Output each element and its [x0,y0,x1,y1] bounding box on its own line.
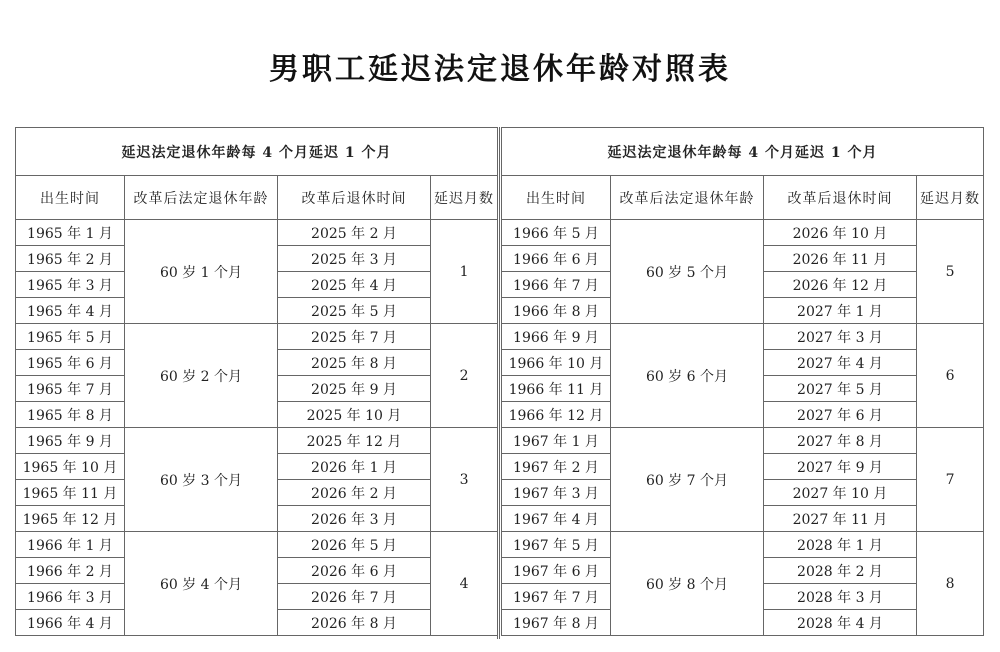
retirement-date-cell: 2026 年 8 月 [278,610,431,636]
birth-date-cell: 1967 年 5 月 [502,532,611,558]
birth-date-cell: 1966 年 6 月 [502,246,611,272]
retirement-date-cell: 2026 年 1 月 [278,454,431,480]
table-row [502,324,984,350]
table-row [502,220,984,246]
table-caption-row [16,128,498,176]
left-table-container [15,127,498,636]
retirement-date-cell: 2027 年 9 月 [764,454,917,480]
retirement-date-cell: 2025 年 8 月 [278,350,431,376]
retirement-date-cell: 2026 年 7 月 [278,584,431,610]
birth-date-cell: 1965 年 4 月 [16,298,125,324]
retirement-date-cell: 2028 年 3 月 [764,584,917,610]
delay-months-cell: 4 [431,532,498,636]
column-header: 改革后法定退休年龄 [611,176,764,220]
retirement-age-cell: 60 岁 3 个月 [125,428,278,532]
table-row [16,220,498,246]
table-row [502,532,984,558]
retirement-date-cell: 2026 年 2 月 [278,480,431,506]
retirement-date-cell: 2027 年 1 月 [764,298,917,324]
birth-date-cell: 1967 年 4 月 [502,506,611,532]
birth-date-cell: 1965 年 5 月 [16,324,125,350]
birth-date-cell: 1966 年 7 月 [502,272,611,298]
birth-date-cell: 1965 年 3 月 [16,272,125,298]
delay-months-cell: 2 [431,324,498,428]
birth-date-cell: 1965 年 8 月 [16,402,125,428]
retirement-date-cell: 2025 年 2 月 [278,220,431,246]
retirement-date-cell: 2028 年 4 月 [764,610,917,636]
table-caption-row [502,128,984,176]
retirement-date-cell: 2027 年 5 月 [764,376,917,402]
retirement-age-cell: 60 岁 6 个月 [611,324,764,428]
delay-months-cell: 7 [917,428,984,532]
table-caption: 延迟法定退休年龄每 4 个月延迟 1 个月 [16,128,498,176]
column-header: 改革后退休时间 [278,176,431,220]
birth-date-cell: 1967 年 2 月 [502,454,611,480]
birth-date-cell: 1965 年 9 月 [16,428,125,454]
birth-date-cell: 1966 年 2 月 [16,558,125,584]
retirement-date-cell: 2027 年 10 月 [764,480,917,506]
birth-date-cell: 1966 年 11 月 [502,376,611,402]
retirement-date-cell: 2027 年 3 月 [764,324,917,350]
column-header: 出生时间 [16,176,125,220]
retirement-age-cell: 60 岁 1 个月 [125,220,278,324]
delay-months-cell: 1 [431,220,498,324]
column-header: 改革后法定退休年龄 [125,176,278,220]
retirement-date-cell: 2027 年 4 月 [764,350,917,376]
birth-date-cell: 1967 年 7 月 [502,584,611,610]
left-table [15,127,498,636]
birth-date-cell: 1966 年 8 月 [502,298,611,324]
birth-date-cell: 1965 年 11 月 [16,480,125,506]
table-caption: 延迟法定退休年龄每 4 个月延迟 1 个月 [502,128,984,176]
table-header-row [502,176,984,220]
retirement-date-cell: 2025 年 12 月 [278,428,431,454]
delay-months-cell: 3 [431,428,498,532]
delay-months-cell: 8 [917,532,984,636]
table-header-row [16,176,498,220]
page-title: 男职工延迟法定退休年龄对照表 [269,52,731,87]
retirement-age-cell: 60 岁 5 个月 [611,220,764,324]
retirement-age-cell: 60 岁 8 个月 [611,532,764,636]
retirement-date-cell: 2026 年 10 月 [764,220,917,246]
birth-date-cell: 1965 年 6 月 [16,350,125,376]
column-header: 延迟月数 [917,176,984,220]
retirement-date-cell: 2027 年 8 月 [764,428,917,454]
retirement-date-cell: 2026 年 5 月 [278,532,431,558]
retirement-date-cell: 2025 年 9 月 [278,376,431,402]
delay-months-cell: 5 [917,220,984,324]
birth-date-cell: 1966 年 4 月 [16,610,125,636]
birth-date-cell: 1966 年 10 月 [502,350,611,376]
table-row [16,532,498,558]
right-table-container [501,127,984,636]
birth-date-cell: 1965 年 7 月 [16,376,125,402]
retirement-date-cell: 2028 年 1 月 [764,532,917,558]
retirement-date-cell: 2026 年 3 月 [278,506,431,532]
retirement-date-cell: 2025 年 4 月 [278,272,431,298]
birth-date-cell: 1966 年 12 月 [502,402,611,428]
table-row [16,428,498,454]
right-table [501,127,984,636]
retirement-date-cell: 2028 年 2 月 [764,558,917,584]
table-row [502,428,984,454]
birth-date-cell: 1966 年 3 月 [16,584,125,610]
left-table-body [16,128,498,636]
column-header: 改革后退休时间 [764,176,917,220]
birth-date-cell: 1966 年 1 月 [16,532,125,558]
retirement-date-cell: 2026 年 12 月 [764,272,917,298]
birth-date-cell: 1967 年 8 月 [502,610,611,636]
birth-date-cell: 1966 年 9 月 [502,324,611,350]
column-header: 延迟月数 [431,176,498,220]
retirement-age-cell: 60 岁 2 个月 [125,324,278,428]
birth-date-cell: 1965 年 10 月 [16,454,125,480]
birth-date-cell: 1966 年 5 月 [502,220,611,246]
birth-date-cell: 1965 年 2 月 [16,246,125,272]
retirement-date-cell: 2025 年 10 月 [278,402,431,428]
retirement-date-cell: 2027 年 6 月 [764,402,917,428]
retirement-date-cell: 2027 年 11 月 [764,506,917,532]
table-divider [497,127,500,639]
retirement-date-cell: 2026 年 11 月 [764,246,917,272]
birth-date-cell: 1967 年 1 月 [502,428,611,454]
retirement-age-cell: 60 岁 4 个月 [125,532,278,636]
table-row [16,324,498,350]
birth-date-cell: 1965 年 12 月 [16,506,125,532]
birth-date-cell: 1967 年 3 月 [502,480,611,506]
birth-date-cell: 1965 年 1 月 [16,220,125,246]
column-header: 出生时间 [502,176,611,220]
birth-date-cell: 1967 年 6 月 [502,558,611,584]
retirement-date-cell: 2025 年 7 月 [278,324,431,350]
retirement-age-cell: 60 岁 7 个月 [611,428,764,532]
right-table-body [502,128,984,636]
delay-months-cell: 6 [917,324,984,428]
retirement-date-cell: 2025 年 5 月 [278,298,431,324]
retirement-date-cell: 2026 年 6 月 [278,558,431,584]
retirement-date-cell: 2025 年 3 月 [278,246,431,272]
